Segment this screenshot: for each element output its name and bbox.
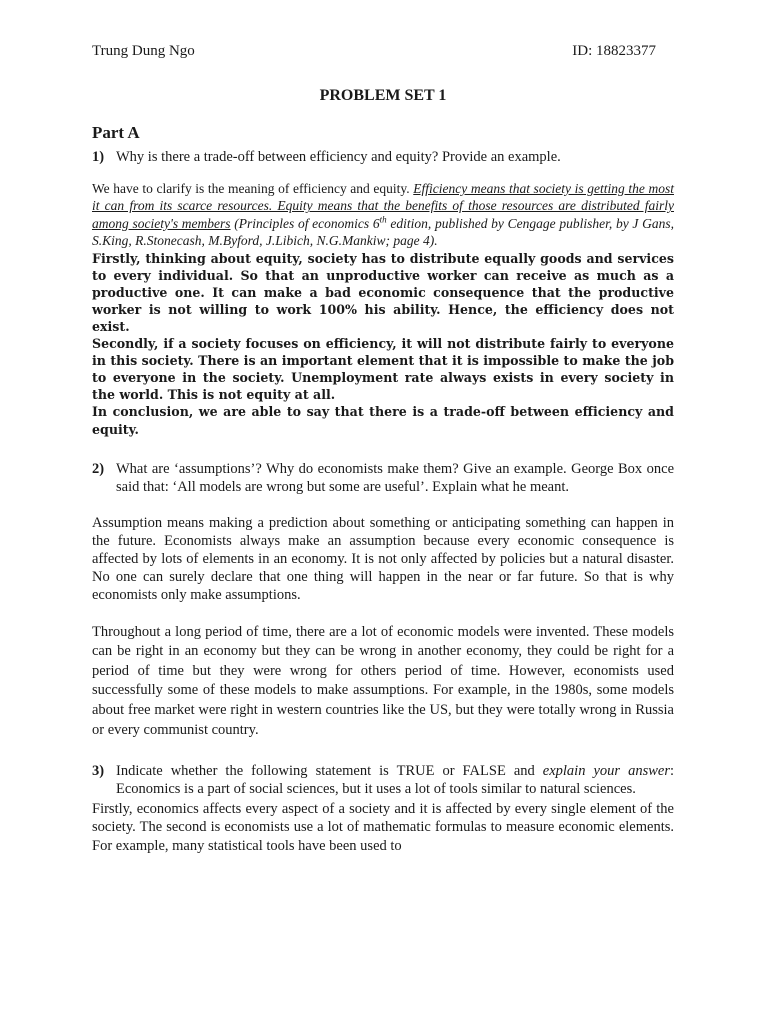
author-name: Trung Dung Ngo <box>92 43 195 59</box>
question-1 <box>92 148 674 166</box>
citation: (Principles of economics 6th edition, published by Cengage publisher, by J Gans, S.King, R.Stonecash, M.Byford, J.Libich, N.G.Mankiw; page 4). <box>92 214 674 249</box>
question-text: Indicate whether the following statement is TRUE or FALSE and explain your answer: Economics is a part of social sciences, but it uses a lot of tools similar to natural sciences. <box>116 763 675 798</box>
question-2 <box>92 460 674 496</box>
question-3 <box>92 762 674 798</box>
answer-2-paragraph-1: Assumption means making a prediction about something or anticipating something can happen in the future. Economists always make an assumption because every economic consequence is affected by lots of elements in an economy. It is not only affected by policies but a natural disaster. No one can surely declare that one thing will happen in the near or far future. So that is why economists only make assumptions. <box>92 514 674 604</box>
definition-quote: Efficiency means that society is getting the most it can from its scarce resources. Equity means that the benefits of those resources are distributed fairly among society's members <box>92 181 674 231</box>
student-id: ID: 18823377 <box>572 43 656 59</box>
page-title: PROBLEM SET 1 <box>319 87 447 104</box>
part-heading: Part A <box>92 123 140 142</box>
page-header <box>92 40 674 62</box>
answer-1-intro: We have to clarify is the meaning of efficiency and equity. <box>92 181 414 196</box>
answer-2-paragraph-2: Throughout a long period of time, there are a lot of economic models were invented. These models can be right in an economy but they can be wrong in another economy, they could be right for a period of time but they were wrong for others period of time. However, economists used successfully some of these models to make assumptions. For example, in the 1980s, some models about free market were right in western countries like the US, but they were totally wrong in Russia or every communist country. <box>92 623 674 738</box>
answer-1-conclusion: In conclusion, we are able to say that there is a trade-off between efficiency and equity. <box>92 404 674 437</box>
answer-3-paragraph-1: Firstly, economics affects every aspect of a society and it is affected by every single element of the society. The second is economists use a lot of mathematic formulas to measure economic elements. For example, many statistical tools have been used to <box>92 801 674 854</box>
question-text: What are ‘assumptions’? Why do economists make them? Give an example. George Box once said that: ‘All models are wrong but some are useful’. Explain what he meant. <box>116 460 674 495</box>
question-number: 1) <box>92 149 105 165</box>
answer-1-definition <box>92 180 674 250</box>
answer-1-firstly: Firstly, thinking about equity, society has to distribute equally goods and services to every individual. So that an unproductive worker can receive as much as a productive one. It can make a bad economic consequence that the productive worker is not willing to work 100% his ability. Hence, the efficiency does not exist. <box>92 250 674 334</box>
question-number: 2) <box>92 460 105 477</box>
question-number: 3) <box>92 763 105 780</box>
question-text: Why is there a trade-off between efficiency and equity? Provide an example. <box>116 149 561 165</box>
answer-1-secondly: Secondly, if a society focuses on efficiency, it will not distribute fairly to everyone in this society. There is an important element that it is impossible to make the job to everyone in the society. Unemployment rate always exists in every society in the world. This is not equity at all. <box>92 336 674 403</box>
